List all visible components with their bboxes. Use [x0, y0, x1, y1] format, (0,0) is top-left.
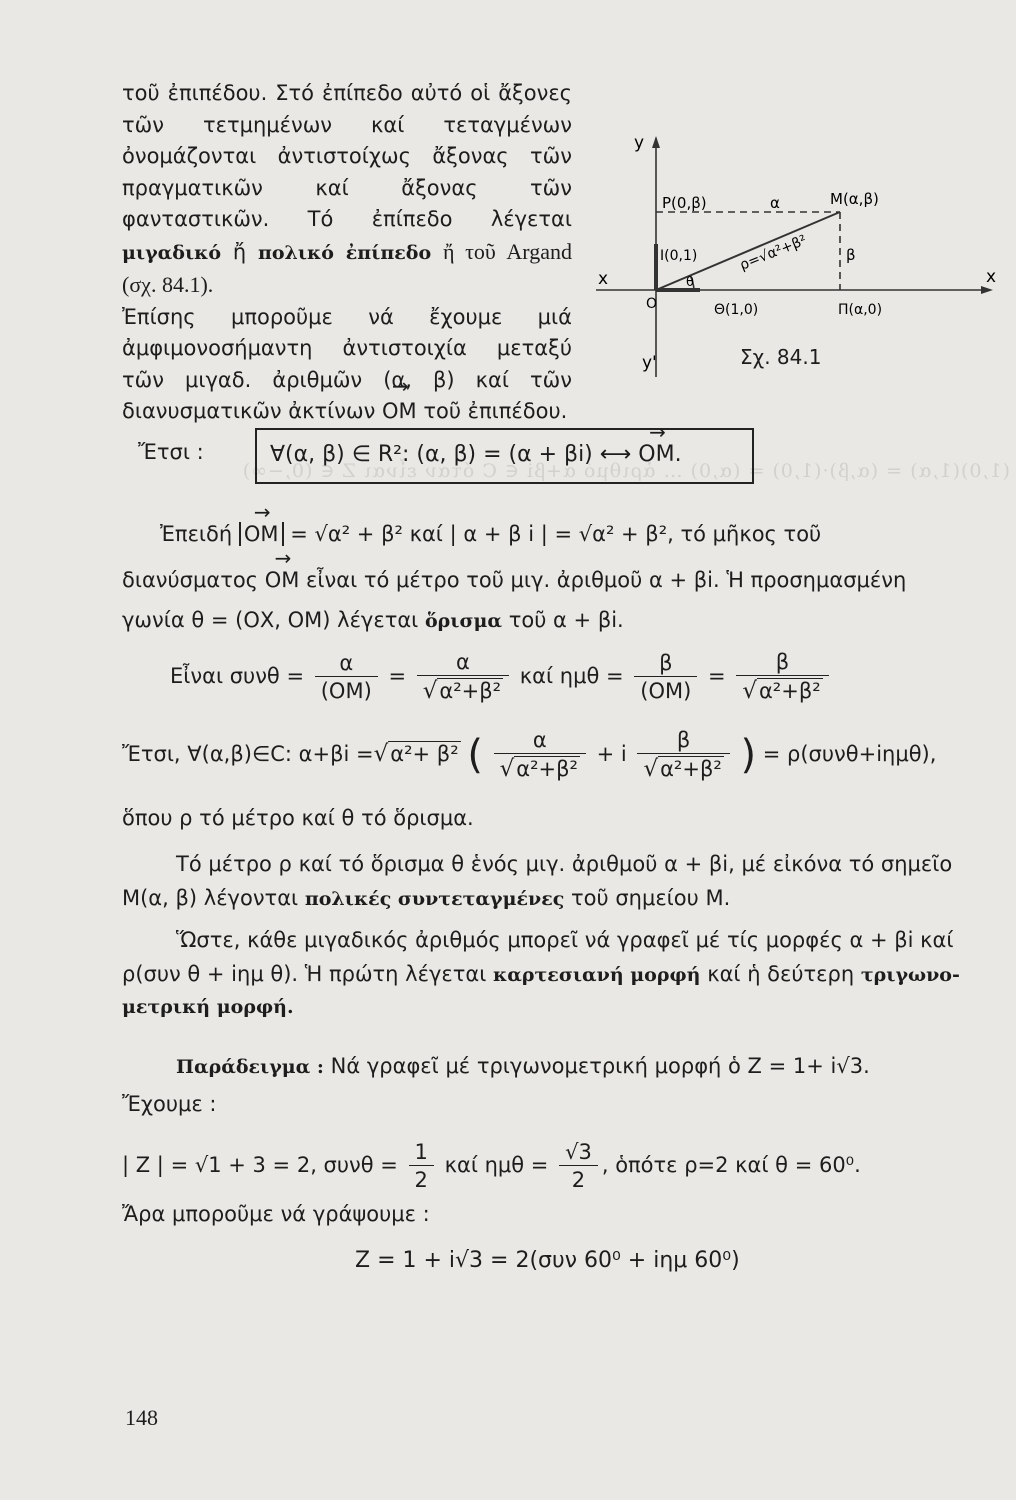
- bleed-through-text: (1,0)(1,α) = (α,β)·(1,0) = (α,0) … ἀριθμό α+βi ∈ C ὅταν εἶναι Z ∈ (0,−∞): [241, 460, 1010, 482]
- example-calc: [122, 1140, 861, 1192]
- para3-b: Μ(α, β) λέγονται: [122, 886, 299, 910]
- y-arrow-icon: [652, 136, 660, 148]
- angle-tail: τοῦ α + βi.: [508, 608, 624, 632]
- eq2-kai: καί ημθ =: [519, 664, 624, 688]
- label-p: P(0,β): [662, 194, 707, 212]
- label-theta: θ: [686, 275, 694, 290]
- term-trig-1: τριγωνο-: [860, 964, 960, 986]
- intro-paragraph: [122, 78, 572, 428]
- eq-sign-2: =: [708, 664, 726, 688]
- calc-kai: καί ημθ =: [444, 1153, 549, 1177]
- den: √α²+β²: [742, 678, 821, 704]
- para4-line2: [122, 962, 960, 986]
- den: (ΟΜ): [640, 679, 692, 703]
- frac-a-sqrt: [417, 650, 509, 704]
- term-polar-coords: πολικές συντεταγμένες: [304, 888, 565, 910]
- den: 2: [571, 1168, 586, 1192]
- label-x: x: [986, 267, 997, 287]
- intro-text-2: Ἐπίσης μποροῦμε νά ἔχουμε μιά ἀμφιμονοσήμαντη ἀντιστοιχία μεταξύ τῶν μιγαδ. ἀριθμῶν (α, β) καί τῶν διανυσματικῶν ἀκτίνων: [122, 304, 572, 423]
- para3-c: τοῦ σημείου Μ.: [571, 886, 731, 910]
- num: α: [417, 650, 509, 676]
- eq1-lead: Ἔτσι :: [138, 440, 204, 464]
- para3-line2: [122, 886, 730, 910]
- frac-half: [409, 1140, 434, 1192]
- x-arrow-icon: [981, 286, 993, 294]
- frac-sin: [637, 728, 729, 782]
- figure-caption: Σχ. 84.1: [740, 345, 822, 369]
- example-label: Παράδειγμα :: [176, 1056, 324, 1078]
- vector-om: → ΟΜ: [382, 396, 417, 428]
- paren-open: (: [467, 732, 483, 778]
- boxed-equation-text: [270, 442, 682, 467]
- term-argument: ὅρισμα: [424, 610, 503, 632]
- para4-line3: [122, 994, 294, 1018]
- intro-argand: ἤ τοῦ Argand (σχ. 84.1).: [122, 238, 572, 297]
- modulus-text: = √α² + β² καί | α + β i | = √α² + β², τό μῆκος τοῦ: [290, 522, 822, 546]
- frac-b-sqrt: [736, 650, 828, 704]
- eq2-lead: Εἶναι συνθ =: [170, 664, 305, 688]
- num: α: [315, 651, 378, 677]
- label-i: I(0,1): [660, 248, 698, 264]
- eq2: [170, 650, 833, 704]
- label-o: O: [646, 296, 658, 312]
- example-line: [176, 1054, 870, 1078]
- para4-c: καί ἡ δεύτερη: [707, 962, 855, 986]
- term-complex-plane: μιγαδικό: [122, 241, 222, 264]
- boxed-end: .: [674, 442, 682, 467]
- frac-a-om: [315, 651, 378, 703]
- term-polar-plane: πολικό ἐπίπεδο: [257, 241, 432, 264]
- para4-line1: Ὥστε, κάθε μιγαδικός ἀριθμός μπορεῖ νά γραφεῖ μέ τίς μορφές α + βi καί: [176, 928, 954, 952]
- modulus-line: [160, 522, 821, 546]
- den: (ΟΜ): [320, 679, 372, 703]
- example-text: Νά γραφεῖ μέ τριγωνομετρική μορφή ὁ Z = 1+ i√3.: [330, 1054, 870, 1078]
- radicand: α²+β²: [439, 679, 502, 703]
- label-rho: ρ=√α²+β²: [737, 232, 810, 274]
- intro-or: ἤ: [232, 239, 247, 264]
- example-so: Ἄρα μποροῦμε νά γράψουμε :: [122, 1202, 430, 1226]
- paren-close: ): [740, 732, 757, 778]
- label-alpha: α: [770, 194, 780, 212]
- den: √α²+β²: [422, 678, 502, 704]
- label-pi: Π(α,0): [838, 302, 883, 318]
- num: β: [736, 650, 828, 676]
- vector-word: διανύσματος: [122, 568, 259, 592]
- eq3-end: = ρ(συνθ+iημθ),: [762, 742, 937, 766]
- frac-b-om: [634, 651, 697, 703]
- radicand: α²+β²: [516, 757, 578, 781]
- term-cartesian: καρτεσιανή μορφή: [493, 964, 701, 986]
- epeidi: Ἐπειδή: [160, 522, 233, 546]
- num: √3: [559, 1140, 598, 1166]
- angle-line: [122, 608, 624, 632]
- num: 1: [409, 1140, 434, 1166]
- num: β: [634, 651, 697, 677]
- example-have: Ἔχουμε :: [122, 1092, 217, 1116]
- label-theta-point: Θ(1,0): [714, 302, 759, 318]
- rho-theta-line: ὅπου ρ τό μέτρο καί θ τό ὅρισμα.: [122, 806, 474, 830]
- label-beta: β: [846, 246, 856, 264]
- para3-line1: Τό μέτρο ρ καί τό ὅρισμα θ ἑνός μιγ. ἀριθμοῦ α + βi, μέ εἰκόνα τό σημεῖο: [176, 852, 953, 876]
- calc-modulus: | Z | = √1 + 3 = 2, συνθ =: [122, 1153, 398, 1177]
- page-number: 148: [125, 1405, 158, 1430]
- frac-sqrt3-half: [559, 1140, 598, 1192]
- vector-text: εἶναι τό μέτρο τοῦ μιγ. ἀριθμοῦ α + βi. Ἡ προσημασμένη: [306, 568, 907, 592]
- abs-om-vector: → ΟΜ: [244, 522, 279, 546]
- label-m: M(α,β): [830, 190, 879, 208]
- vector-om-2: → ΟΜ: [265, 568, 300, 592]
- eq-sign: =: [388, 664, 407, 688]
- num: β: [637, 728, 729, 754]
- eq3-radicand: α²+ β²: [390, 742, 459, 766]
- label-y-prime: y': [642, 353, 657, 373]
- plus-i: + i: [596, 742, 627, 766]
- eq3: Ἔτσι, ∀(α,β)∈C: α+βi =√α²+ β² ( $\frac{\alpha}{\text{√α²+β²}}$ + i $\frac{\beta}{\text{√α²+β²}}$ ) = ρ(συνθ+iημθ),: [122, 728, 937, 782]
- vector-line: [122, 568, 906, 592]
- boxed-vector: → ΟΜ: [638, 442, 674, 467]
- example-final: Z = 1 + i√3 = 2(συν 60⁰ + iημ 60⁰): [355, 1248, 740, 1273]
- den: √α²+β²: [643, 756, 722, 782]
- den: 2: [414, 1168, 428, 1192]
- angle-text: γωνία θ = (ΟΧ, ΟΜ) λέγεται: [122, 608, 419, 632]
- num: α: [494, 728, 586, 754]
- radicand: α²+β²: [660, 757, 722, 781]
- para4-b: ρ(συν θ + iημ θ). Ἡ πρώτη λέγεται: [122, 962, 487, 986]
- boxed-text: ∀(α, β) ∈ R²: (α, β) = (α + βi) ⟷: [270, 442, 632, 467]
- label-y: y: [634, 133, 645, 153]
- den: √α²+β²: [499, 756, 578, 782]
- calc-tail: , ὁπότε ρ=2 καί θ = 60⁰.: [601, 1153, 861, 1177]
- eq3-lead: Ἔτσι, ∀(α,β)∈C: α+βi =: [122, 742, 374, 766]
- frac-cos: [494, 728, 586, 782]
- term-trig-2: μετρική μορφή.: [122, 996, 294, 1018]
- intro-text: τοῦ ἐπιπέδου. Στό ἐπίπεδο αὐτό οἱ ἄξονες τῶν τετμημένων καί τεταγμένων ὀνομάζονται ἀντιστοίχως ἄξονας τῶν πραγματικῶν καί ἄξονας τῶν φανταστικῶν. Τό ἐπίπεδο λέγεται: [122, 81, 572, 231]
- abs-om: [239, 522, 284, 546]
- label-x-prime: x: [598, 269, 609, 289]
- intro-tail: τοῦ ἐπιπέδου.: [423, 399, 568, 423]
- radicand: α²+β²: [758, 679, 821, 703]
